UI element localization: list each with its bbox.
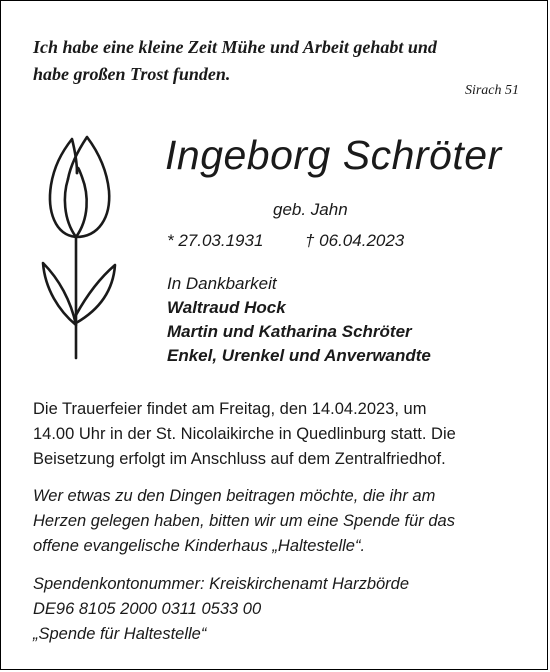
maiden-name: geb. Jahn <box>273 200 348 219</box>
iban: DE96 8105 2000 0311 0533 00 <box>33 600 262 618</box>
funeral-info <box>33 397 523 472</box>
tulip-icon <box>39 133 119 365</box>
mourners-intro: In Dankbarkeit <box>167 274 277 293</box>
quote-line: habe großen Trost funden. <box>33 64 231 84</box>
funeral-line: 14.00 Uhr in der St. Nicolaikirche in Quedlinburg statt. Die <box>33 425 456 443</box>
payment-reference: „Spende für Haltestelle“ <box>33 625 207 643</box>
account-holder: Spendenkontonummer: Kreiskirchenamt Harzbörde <box>33 575 410 593</box>
birth-date: * 27.03.1931 <box>167 231 264 250</box>
funeral-line: Die Trauerfeier findet am Freitag, den 14.04.2023, um <box>33 400 427 418</box>
bible-quote <box>33 34 503 88</box>
mourner-name: Martin und Katharina Schröter <box>167 322 412 341</box>
deceased-name: Ingeborg Schröter <box>165 132 502 178</box>
donation-account <box>33 572 523 647</box>
mourners-block <box>167 272 527 368</box>
donation-line: Herzen gelegen haben, bitten wir um eine Spende für das <box>33 512 455 530</box>
quote-line: Ich habe eine kleine Zeit Mühe und Arbeit gehabt und <box>33 37 437 57</box>
funeral-line: Beisetzung erfolgt im Anschluss auf dem Zentralfriedhof. <box>33 450 446 468</box>
mourner-name: Waltraud Hock <box>167 298 286 317</box>
mourner-name: Enkel, Urenkel und Anverwandte <box>167 346 431 365</box>
death-date: † 06.04.2023 <box>305 231 405 250</box>
donation-line: Wer etwas zu den Dingen beitragen möchte, die ihr am <box>33 487 436 505</box>
donation-line: offene evangelische Kinderhaus „Haltestelle“. <box>33 537 366 555</box>
donation-request <box>33 484 523 559</box>
quote-source: Sirach 51 <box>464 83 519 98</box>
